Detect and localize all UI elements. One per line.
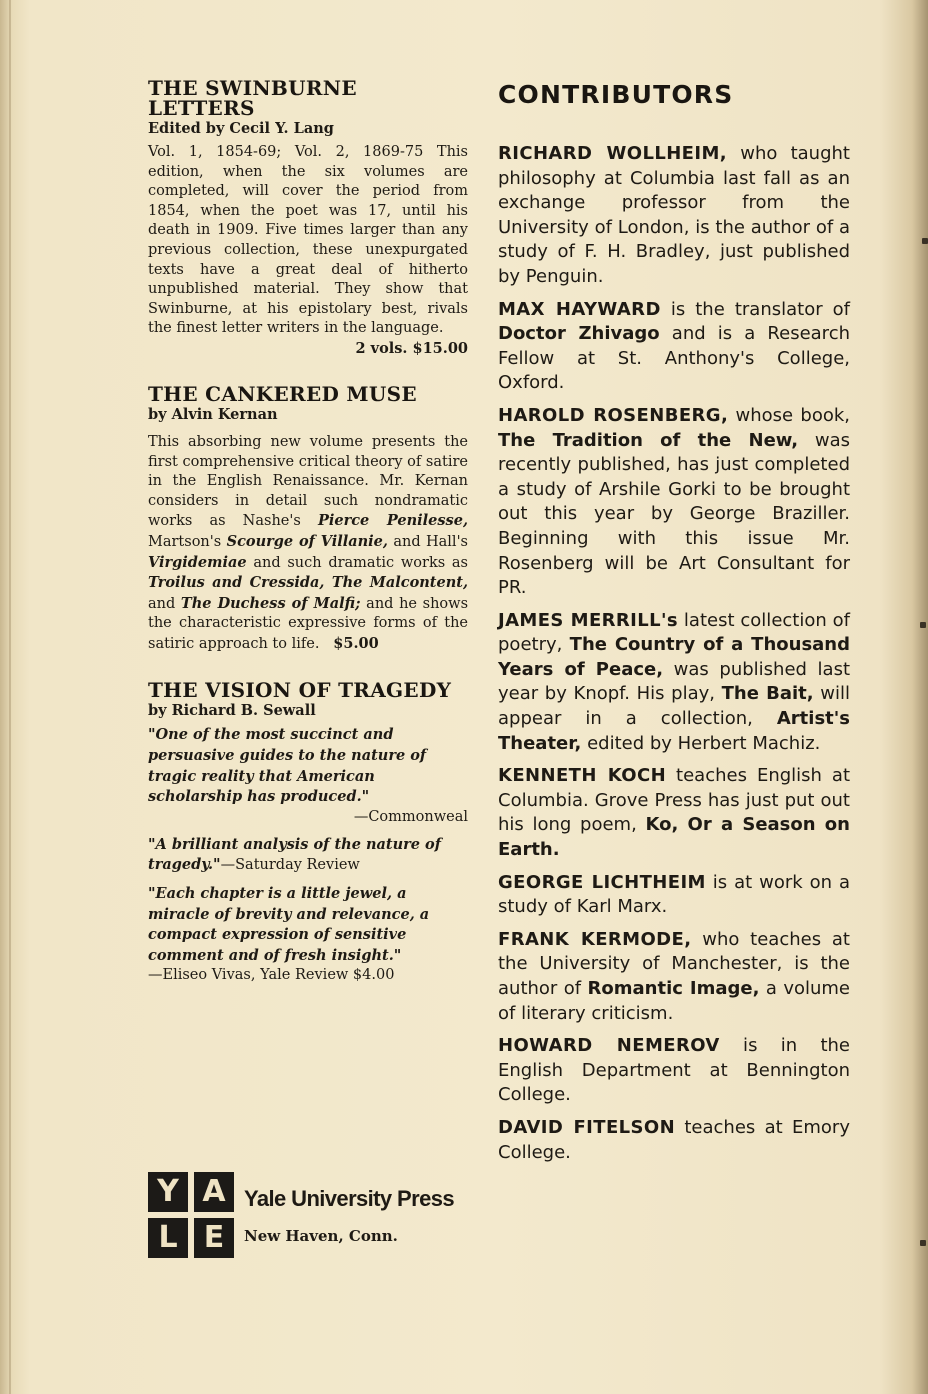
text-run: is the translator of xyxy=(660,298,850,320)
logo-letter: Y xyxy=(148,1172,188,1212)
italic-title: Virgidemiae xyxy=(148,553,247,571)
text-run: is at work on a study of Karl Marx. xyxy=(498,871,850,918)
text-run: was published last year by Knopf. His play, xyxy=(498,658,851,705)
text-run: This absorbing new volume presents the first comprehensive critical theory of satire in the English Renaissance. Mr. Kernan considers in detail such nondramatic works as Nashe's xyxy=(148,433,468,530)
work-title: Romantic Image, xyxy=(587,978,760,999)
logo-letter: L xyxy=(148,1218,188,1258)
contributor-name: HOWARD NEMEROV xyxy=(498,1035,720,1057)
text-run: a volume of literary criticism. xyxy=(498,978,851,1024)
page-gutter xyxy=(9,0,11,1394)
text-run: and Hall's xyxy=(387,533,468,550)
contributor-name: MAX HAYWARD xyxy=(498,298,661,320)
section-heading: CONTRIBUTORS xyxy=(498,80,734,109)
publisher-city: New Haven, Conn. xyxy=(244,1227,398,1245)
page-edge-speck xyxy=(922,238,928,244)
text-run: and xyxy=(148,595,181,612)
contributors-column xyxy=(498,78,850,1173)
work-title: The Country of a Thousand Years of Peace, xyxy=(498,634,850,680)
italic-title: Troilus and Cressida, The Malcontent, xyxy=(148,574,468,592)
book-entry-swinburne xyxy=(148,78,468,358)
quote-text: "Each chapter is a little jewel, a miracle of brevity and relevance, a compact expression of sensitive comment and of fresh insight." xyxy=(148,885,430,964)
work-title: Artist's Theater, xyxy=(498,708,850,754)
book-entry-vision-of-tragedy xyxy=(148,680,468,985)
text-run: and he shows the characteristic expressive forms of the satiric approach to life. xyxy=(148,595,469,652)
contributor-entry xyxy=(498,1034,850,1108)
logo-letter: E xyxy=(194,1218,234,1258)
contributor-entry xyxy=(498,1116,850,1165)
review-quote xyxy=(148,725,468,826)
work-title: The Tradition of the New, xyxy=(498,429,799,451)
page-edge-speck xyxy=(920,1240,926,1246)
text-run: Martson's xyxy=(148,533,227,550)
contributor-name: KENNETH KOCH xyxy=(498,765,667,787)
contributor-entry xyxy=(498,298,850,396)
publisher-name: Yale University Press xyxy=(244,1186,454,1211)
book-byline: by Alvin Kernan xyxy=(148,405,278,423)
book-entry-cankered-muse xyxy=(148,381,469,655)
book-price: 2 vols. $15.00 xyxy=(355,339,468,357)
contributor-name: RICHARD WOLLHEIM, xyxy=(498,143,728,164)
work-title: Doctor Zhivago xyxy=(498,323,660,345)
work-title: The Bait, xyxy=(721,683,814,705)
text-run: and such dramatic works as xyxy=(246,554,468,571)
text-run: and is a Research Fellow at St. Anthony's College, Oxford. xyxy=(498,323,850,394)
quote-text: "A brilliant analysis of the nature of tragedy." xyxy=(148,835,441,874)
book-title: THE VISION OF TRAGEDY xyxy=(148,678,452,703)
book-description: Vol. 1, 1854-69; Vol. 2, 1869-75 This edition, when the six volumes are completed, will cover the period from 1854, when the poet was 17, until his death in 1909. Five times larger than any previous collection, these unexpurgated texts have a great deal of hitherto unpublished material. They show that Swinburne, at his epistolary best, rivals the finest letter writers in the language. xyxy=(148,144,468,337)
contributor-name: DAVID FITELSON xyxy=(498,1116,676,1138)
contributor-entry xyxy=(498,404,850,601)
contributor-entry xyxy=(498,609,850,757)
book-price: $5.00 xyxy=(333,634,379,652)
contributor-entry xyxy=(498,142,850,290)
contributor-entry xyxy=(498,764,850,862)
quote-source: —Commonweal xyxy=(353,808,468,825)
text-run: teaches English at Columbia. Grove Press has just put out his long poem, xyxy=(498,765,851,836)
text-run: is in the English Department at Bennington College. xyxy=(498,1035,850,1106)
quote-source: —Saturday Review xyxy=(220,857,360,874)
book-title: THE SWINBURNE LETTERS xyxy=(148,76,357,120)
contributor-name: HAROLD ROSENBERG, xyxy=(498,404,729,426)
work-title: Ko, Or a Season on Earth. xyxy=(498,814,850,861)
contributor-name: GEORGE LICHTHEIM xyxy=(498,871,706,893)
page-edge-speck xyxy=(920,622,926,628)
review-quote xyxy=(148,884,468,985)
advertisement-column xyxy=(148,78,468,1003)
book-byline: Edited by Cecil Y. Lang xyxy=(148,120,334,137)
contributor-name: FRANK KERMODE, xyxy=(498,928,692,950)
book-title: THE CANKERED MUSE xyxy=(148,381,417,406)
contributor-entry xyxy=(498,871,850,920)
italic-title: Pierce Penilesse, xyxy=(317,512,468,530)
contributor-name: JAMES MERRILL's xyxy=(498,609,679,631)
text-run: edited by Herbert Machiz. xyxy=(581,732,821,754)
text-run: who teaches at the University of Manchester, is the author of xyxy=(498,928,850,999)
italic-title: The Duchess of Malfi; xyxy=(180,594,361,612)
text-run: will appear in a collection, xyxy=(498,683,850,730)
publisher-imprint xyxy=(148,1172,478,1267)
text-run: teaches at Emory College. xyxy=(498,1116,850,1163)
quote-source: —Eliseo Vivas, Yale Review $4.00 xyxy=(148,967,395,984)
text-run: whose book, xyxy=(728,404,850,426)
book-description xyxy=(148,433,468,655)
book-byline: by Richard B. Sewall xyxy=(148,702,316,720)
text-run: who taught philosophy at Columbia last fall as an exchange professor from the University of London, is the author of a study of F. H. Bradley, just published by Penguin. xyxy=(498,143,850,287)
text-run: latest collection of poetry, xyxy=(498,609,850,656)
text-run: was recently published, has just completed a study of Arshile Gorki to be brought out this year by George Braziller. Beginning with this issue Mr. Rosenberg will be Art Consultant for PR. xyxy=(498,429,850,599)
quote-text: "One of the most succinct and persuasive guides to the nature of tragic reality that American scholarship has produced." xyxy=(148,726,427,806)
italic-title: Scourge of Villanie, xyxy=(226,532,388,550)
logo-letter: A xyxy=(194,1172,234,1212)
contributor-entry xyxy=(498,928,850,1026)
review-quote xyxy=(148,835,468,876)
yale-logo xyxy=(148,1172,240,1266)
